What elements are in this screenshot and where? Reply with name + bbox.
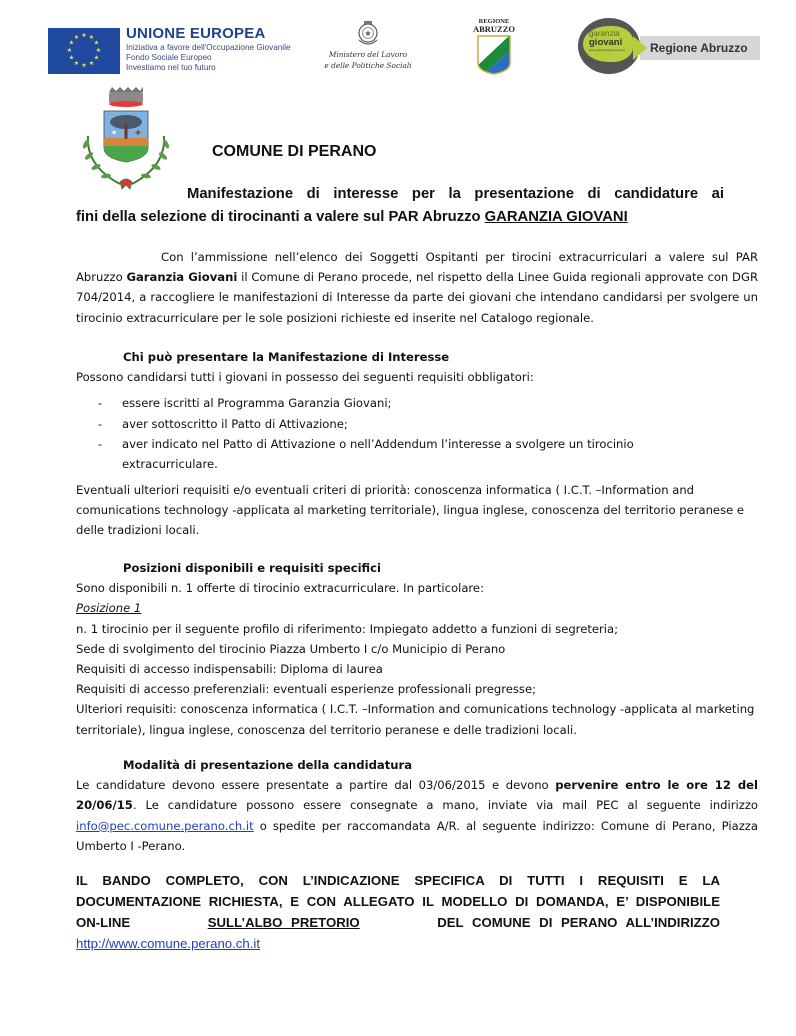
- svg-text:★: ★: [95, 47, 102, 54]
- intro-bold: Garanzia Giovani: [126, 270, 238, 285]
- submission-paragraph: [76, 775, 758, 856]
- bullet-dash: -: [98, 416, 103, 431]
- bullet-dash: -: [98, 396, 103, 411]
- svg-text:★: ★: [88, 60, 95, 67]
- section1-lead: Possono candidarsi tutti i giovani in possesso dei seguenti requisiti obbligatori:: [76, 370, 534, 385]
- list-item: [76, 434, 758, 474]
- albo-pretorio-link[interactable]: SULL’ALBO PRETORIO: [207, 915, 360, 930]
- title-line-2: [76, 209, 628, 225]
- ministero-logo: [318, 20, 418, 80]
- section3-heading: Modalità di presentazione della candidatura: [123, 758, 413, 772]
- document-title: [76, 183, 724, 229]
- abruzzo-line1: REGIONE: [478, 18, 510, 25]
- bullet-text: aver indicato nel Patto di Attivazione o nell’Addendum l’interesse a svolgere un tirocinio extracurriculare.: [122, 436, 634, 472]
- section-requirements: [76, 347, 758, 474]
- abruzzo-shield-icon: [476, 35, 512, 75]
- section-positions: [76, 558, 758, 740]
- extra-requirements-text: Eventuali ulteriori requisiti e/o eventuali criteri di priorità: conoscenza informatica ( I.C.T. –Information and comunications technology -applicata al marketing territoriale), lingua inglese, conoscenza del territorio peranese e delle tradizioni locali.: [76, 483, 745, 538]
- gg-word1: garanzia: [589, 29, 620, 38]
- eu-line: Investiamo nel tuo futuro: [126, 63, 216, 72]
- pec-email-link[interactable]: info@pec.comune.perano.ch.it: [76, 818, 254, 833]
- extra-requirements: [76, 480, 758, 541]
- position-line: Sede di svolgimento del tirocinio Piazza Umberto I c/o Municipio di Perano: [76, 641, 506, 656]
- position-line: Requisiti di accesso preferenziali: eventuali esperienze professionali pregresse;: [76, 682, 536, 697]
- section1-heading: Chi può presentare la Manifestazione di Interesse: [123, 350, 450, 364]
- comune-website-link[interactable]: http://www.comune.perano.ch.it: [76, 936, 260, 951]
- final-line3-rest: DEL COMUNE DI PERANO ALL’INDIRIZZO: [437, 915, 721, 930]
- final-notice: [76, 870, 720, 954]
- final-line-1: IL BANDO COMPLETO, CON L’INDICAZIONE SPECIFICA DI TUTTI I REQUISITI E LA: [76, 873, 720, 888]
- title-line-2-prefix: fini della selezione di tirocinanti a valere sul PAR Abruzzo: [76, 209, 485, 225]
- svg-text:★: ★: [81, 62, 87, 69]
- regione-abruzzo-logo: [472, 18, 516, 76]
- list-item: [76, 393, 758, 413]
- section2-heading: Posizioni disponibili e requisiti specifici: [123, 561, 381, 575]
- position-line: n. 1 tirocinio per il seguente profilo di riferimento: Impiegato addetto a funzioni di segreteria;: [76, 621, 619, 636]
- gg-word2: giovani: [589, 37, 623, 48]
- bullet-dash: -: [98, 436, 103, 451]
- title-garanzia-giovani: GARANZIA GIOVANI: [484, 209, 628, 225]
- svg-text:★: ★: [364, 29, 372, 38]
- ministero-line1: Ministero del Lavoro: [328, 50, 408, 59]
- eu-line: Fondo Sociale Europeo: [126, 53, 212, 62]
- intro-part1: Con l’ammissione nell’elenco dei Soggetti Ospitanti per tirocini extracurriculari a valere sul PAR Abruzzo: [76, 250, 758, 285]
- svg-text:★: ★: [66, 47, 73, 54]
- abruzzo-line2: ABRUZZO: [472, 24, 516, 34]
- list-item: [76, 414, 758, 434]
- position-line: Requisiti di accesso indispensabili: Diploma di laurea: [76, 662, 383, 677]
- garanzia-giovani-logo: [578, 18, 763, 74]
- svg-text:★: ★: [73, 60, 80, 67]
- header-logos: [0, 0, 796, 85]
- eu-flag-icon: [48, 28, 120, 74]
- bullet-text: essere iscritti al Programma Garanzia Giovani;: [122, 396, 392, 411]
- svg-text:✷: ✷: [111, 129, 117, 137]
- final-line-2: DOCUMENTAZIONE RICHIESTA, E CON ALLEGATO IL MODELLO DI DOMANDA, E’ DISPONIBILE: [76, 894, 720, 909]
- gg-arrow-icon: [633, 36, 647, 60]
- title-line-1: Manifestazione di interesse per la presentazione di candidature ai: [187, 186, 724, 202]
- submission-deadline: pervenire entro le ore 12 del 20/06/15: [76, 778, 758, 813]
- italian-emblem-icon: [355, 20, 381, 48]
- svg-text:★: ★: [93, 39, 100, 47]
- submission-part3: o spedite per raccomandata A/R. al seguente indirizzo: Comune di Perano, Piazza Umberto I -Perano.: [76, 818, 758, 853]
- eu-logo-text: [126, 25, 326, 73]
- submission-part2: . Le candidature possono essere consegnate a mano, inviate via mail PEC al seguente indirizzo: [132, 798, 758, 813]
- section-submission: [76, 755, 758, 856]
- eu-line: Iniziativa a favore dell'Occupazione Giovanile: [126, 43, 291, 52]
- position-line: Ulteriori requisiti: conoscenza informatica ( I.C.T. –Information and comunications technology -applicata al marketing territoriale), lingua inglese, conoscenza del territorio peranese e delle tradizioni locali.: [76, 702, 755, 737]
- comune-title: COMUNE DI PERANO: [212, 143, 377, 160]
- ministero-line2: e delle Politiche Sociali: [324, 61, 412, 70]
- svg-text:★: ★: [88, 34, 95, 41]
- bullet-text: aver sottoscritto il Patto di Attivazione;: [122, 416, 348, 431]
- svg-text:★: ★: [93, 54, 100, 62]
- svg-text:★: ★: [81, 32, 87, 39]
- submission-part1: Le candidature devono essere presentate a partire dal 03/06/2015 e devono: [76, 778, 556, 793]
- svg-text:★: ★: [68, 54, 75, 62]
- comune-crest-icon: [74, 86, 178, 192]
- eu-title: UNIONE EUROPEA: [126, 25, 266, 42]
- gg-tagline: www.garanziagiovani.gov.it: [589, 48, 625, 52]
- gg-inner: [583, 26, 633, 62]
- final-line-3: [76, 912, 720, 933]
- svg-text:★: ★: [68, 39, 75, 47]
- section2-lead: Sono disponibili n. 1 offerte di tirocinio extracurriculare. In particolare:: [76, 581, 484, 596]
- svg-text:★: ★: [73, 34, 80, 41]
- svg-text:✚: ✚: [135, 129, 141, 137]
- position-label: Posizione 1: [76, 601, 142, 616]
- final-online: ON-LINE: [76, 915, 131, 930]
- gg-region-label: Regione Abruzzo: [650, 41, 748, 55]
- intro-paragraph: [76, 247, 758, 328]
- intro-part2: il Comune di Perano procede, nel rispetto della Linee Guida regionali approvate con DGR 704/2014, a raccogliere le manifestazioni di Interesse da parte dei giovani che intendano candidarsi per svolgere un tirocinio extracurriculare per le sole posizioni richieste ed inserite nel Catalogo regionale.: [76, 270, 758, 325]
- requirements-list: [76, 393, 758, 474]
